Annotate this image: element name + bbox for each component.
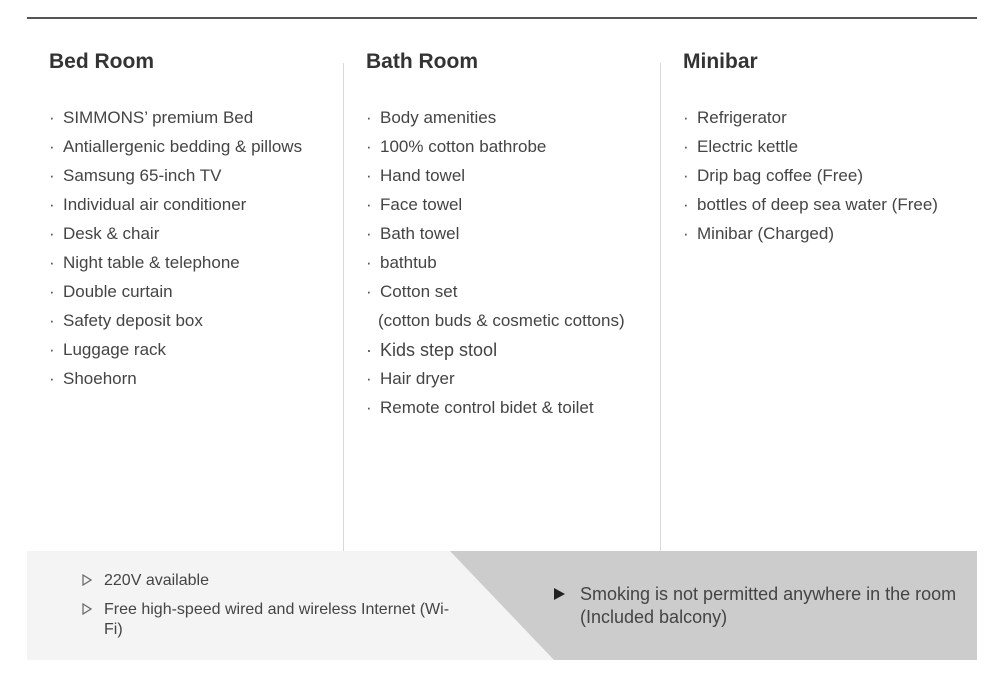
list-item: · Night table & telephone bbox=[49, 251, 369, 280]
list-item: · 100% cotton bathrobe bbox=[366, 135, 686, 164]
minibar-amenity-list bbox=[683, 106, 1000, 251]
top-divider bbox=[27, 17, 977, 19]
triangle-outline-icon bbox=[82, 603, 92, 615]
bedroom-amenity-list bbox=[49, 106, 369, 396]
list-item: · Refrigerator bbox=[683, 106, 1000, 135]
footer-info-bar bbox=[27, 551, 977, 660]
list-item-continuation: (cotton buds & cosmetic cottons) bbox=[378, 311, 625, 330]
list-item: · Kids step stool bbox=[366, 338, 686, 367]
info-text: 220V available bbox=[104, 572, 209, 589]
list-item: · Double curtain bbox=[49, 280, 369, 309]
list-item: · Cotton set bbox=[366, 280, 686, 309]
info-text: Free high-speed wired and wireless Internet (Wi-Fi) bbox=[104, 601, 450, 638]
list-item: · bottles of deep sea water (Free) bbox=[683, 193, 1000, 222]
list-item: · Individual air conditioner bbox=[49, 193, 369, 222]
notice-text: Smoking is not permitted anywhere in the room (Included balcony) bbox=[580, 584, 957, 627]
info-item-voltage bbox=[82, 571, 462, 591]
triangle-filled-icon bbox=[554, 588, 565, 600]
info-item-internet bbox=[82, 600, 462, 640]
list-item: · Desk & chair bbox=[49, 222, 369, 251]
list-item: · Bath towel bbox=[366, 222, 686, 251]
list-item: · Hair dryer bbox=[366, 367, 686, 396]
list-item: · Luggage rack bbox=[49, 338, 369, 367]
list-item: · Body amenities bbox=[366, 106, 686, 135]
list-item: · Shoehorn bbox=[49, 367, 369, 396]
bathroom-amenity-list bbox=[366, 106, 686, 425]
list-item: · Electric kettle bbox=[683, 135, 1000, 164]
bathroom-title: Bath Room bbox=[366, 50, 478, 73]
list-item: · SIMMONS’ premium Bed bbox=[49, 106, 369, 135]
minibar-section bbox=[683, 48, 983, 243]
list-item: · bathtub bbox=[366, 251, 686, 280]
list-item: · Face towel bbox=[366, 193, 686, 222]
list-item: · Antiallergenic bedding & pillows bbox=[49, 135, 369, 164]
bedroom-title: Bed Room bbox=[49, 50, 154, 73]
list-item: · Remote control bidet & toilet bbox=[366, 396, 686, 425]
list-item: · Hand towel bbox=[366, 164, 686, 193]
triangle-outline-icon bbox=[82, 574, 92, 586]
list-item: · Minibar (Charged) bbox=[683, 222, 1000, 251]
minibar-title: Minibar bbox=[683, 50, 758, 73]
list-item: · Safety deposit box bbox=[49, 309, 369, 338]
smoking-notice bbox=[554, 583, 977, 629]
bedroom-section bbox=[49, 48, 349, 388]
list-item: · Drip bag coffee (Free) bbox=[683, 164, 1000, 193]
bathroom-section bbox=[366, 48, 666, 417]
list-item: · Samsung 65-inch TV bbox=[49, 164, 369, 193]
footer-info-list bbox=[82, 571, 462, 649]
